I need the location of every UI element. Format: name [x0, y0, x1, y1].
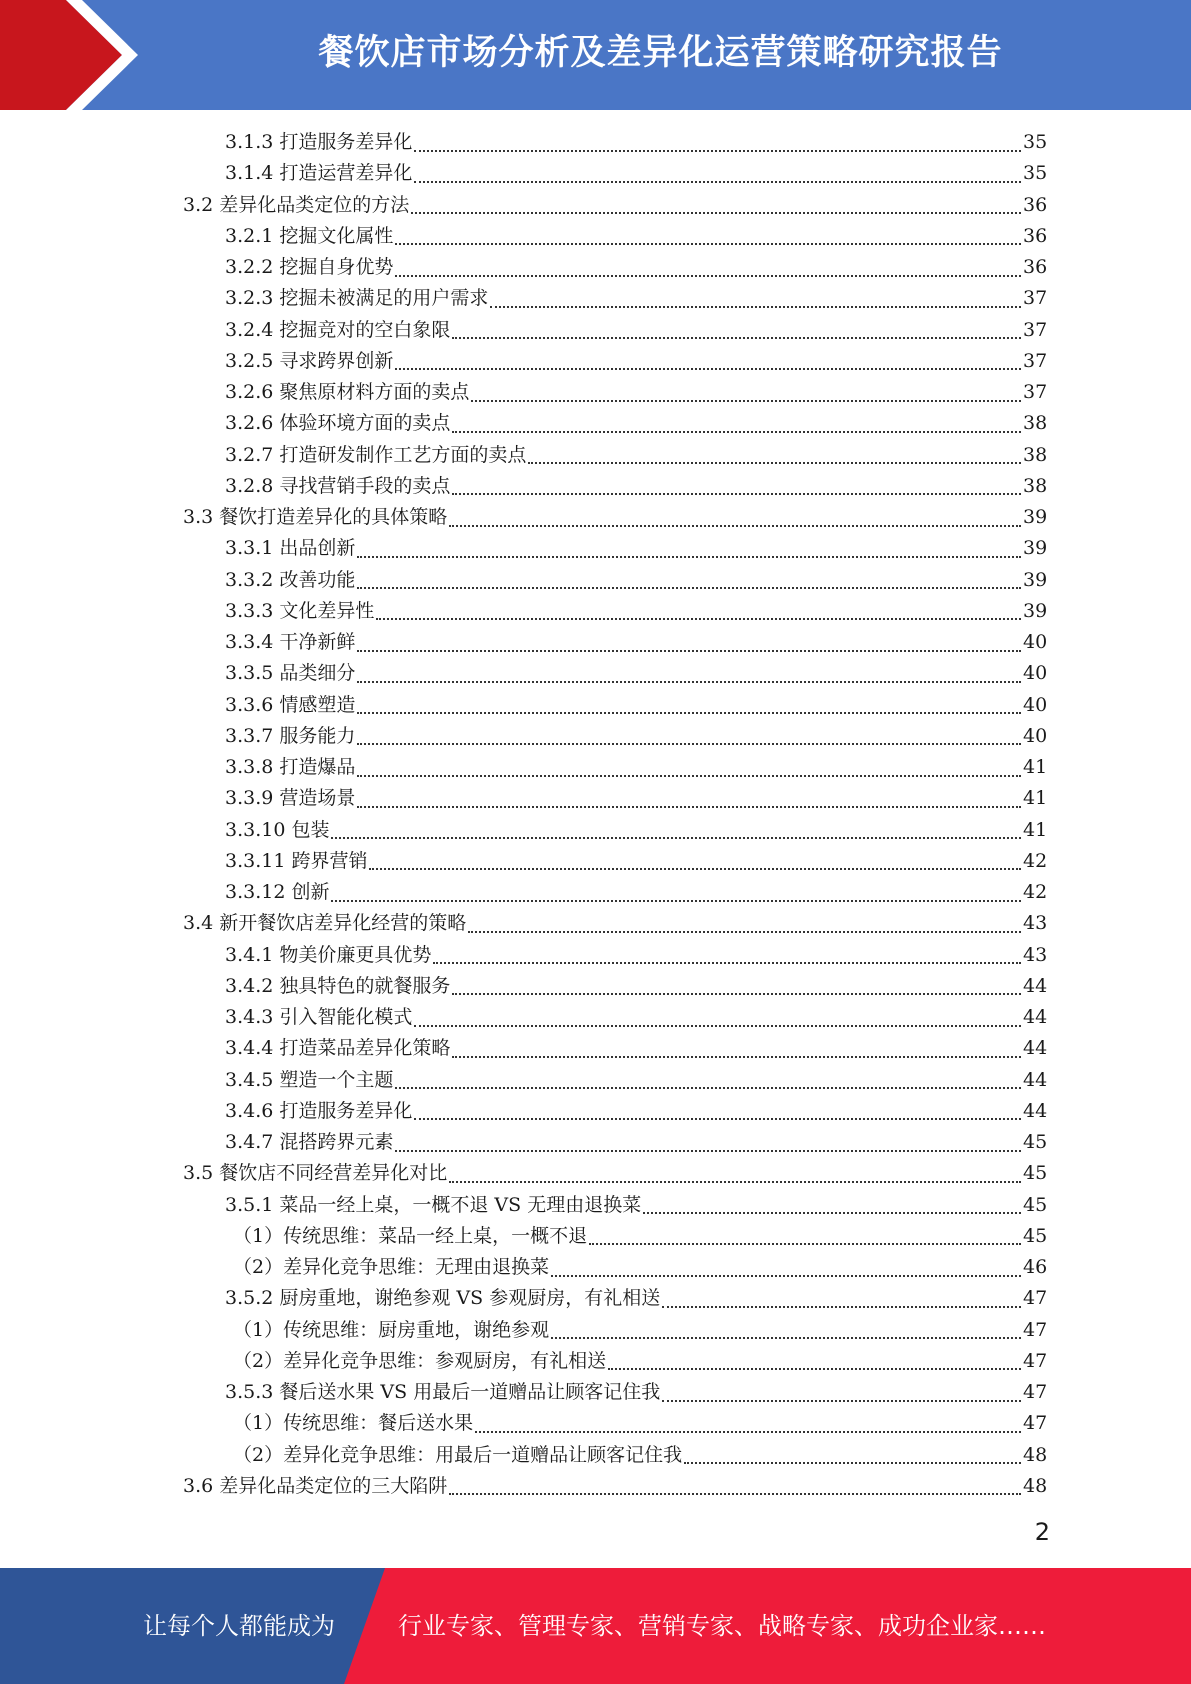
toc-entry-label: 3.3.7 服务能力: [225, 724, 356, 747]
toc-entry-page: 47: [1023, 1412, 1048, 1435]
toc-dot-leader: [395, 1087, 1021, 1089]
toc-entry-label: 3.3 餐饮打造差异化的具体策略: [183, 506, 448, 528]
toc-entry-label: 3.2 差异化品类定位的方法: [183, 193, 410, 216]
header-chevron-decoration: [0, 0, 160, 110]
toc-dot-leader: [357, 712, 1021, 714]
toc-entry-page: 47: [1023, 1381, 1048, 1403]
toc-entry-label: 3.2.7 打造研发制作工艺方面的卖点: [225, 443, 527, 466]
toc-entry-page: 37: [1023, 287, 1048, 310]
toc-entry-page: 40: [1023, 662, 1048, 685]
toc-entry-label: （1）传统思维：菜品一经上桌，一概不退: [233, 1224, 588, 1247]
toc-entry[interactable]: [183, 1158, 1047, 1189]
toc-entry-label: 3.5 餐饮店不同经营差异化对比: [183, 1162, 448, 1185]
toc-dot-leader: [475, 1431, 1021, 1433]
toc-entry[interactable]: [225, 1190, 1047, 1221]
toc-entry[interactable]: [225, 596, 1047, 627]
toc-entry-page: 47: [1023, 1349, 1048, 1372]
toc-dot-leader: [490, 306, 1021, 308]
toc-entry-label: 3.2.1 挖掘文化属性: [225, 224, 394, 247]
toc-dot-leader: [357, 743, 1021, 745]
toc-entry[interactable]: [233, 1315, 1047, 1346]
toc-dot-leader: [357, 681, 1021, 683]
toc-entry-label: 3.3.12 创新: [225, 881, 330, 903]
toc-dot-leader: [449, 1181, 1021, 1183]
toc-dot-leader: [471, 400, 1021, 402]
toc-entry-label: 3.2.3 挖掘未被满足的用户需求: [225, 287, 489, 310]
toc-dot-leader: [452, 337, 1021, 339]
toc-dot-leader: [452, 993, 1021, 995]
toc-entry-label: 3.4.3 引入智能化模式: [225, 1006, 413, 1028]
toc-entry-label: 3.4.2 独具特色的就餐服务: [225, 974, 451, 997]
toc-entry-label: 3.3.2 改善功能: [225, 568, 356, 591]
toc-dot-leader: [589, 1243, 1021, 1245]
toc-entry[interactable]: [183, 908, 1047, 939]
toc-entry-label: （2）差异化竞争思维：用最后一道赠品让顾客记住我: [233, 1443, 683, 1466]
toc-entry[interactable]: [233, 1252, 1047, 1283]
toc-dot-leader: [395, 368, 1021, 370]
toc-entry-page: 45: [1023, 1224, 1048, 1247]
footer-slogan-left: 让每个人都能成为: [143, 1612, 335, 1640]
toc-dot-leader: [395, 1150, 1021, 1152]
toc-entry-label: 3.5.2 厨房重地，谢绝参观 VS 参观厨房，有礼相送: [225, 1287, 661, 1310]
toc-dot-leader: [449, 525, 1021, 527]
toc-entry-label: 3.4.7 混搭跨界元素: [225, 1131, 394, 1153]
toc-dot-leader: [331, 837, 1021, 839]
toc-entry[interactable]: [225, 940, 1047, 971]
toc-dot-leader: [468, 931, 1021, 933]
toc-dot-leader: [357, 775, 1021, 777]
toc-entry-label: 3.3.8 打造爆品: [225, 756, 356, 778]
toc-entry[interactable]: [225, 658, 1047, 689]
toc-entry[interactable]: [225, 846, 1047, 877]
toc-entry-page: 41: [1023, 787, 1048, 810]
toc-entry[interactable]: [225, 1283, 1047, 1314]
toc-dot-leader: [452, 493, 1021, 495]
toc-entry-label: （2）差异化竞争思维：参观厨房，有礼相送: [233, 1349, 607, 1372]
toc-entry-label: 3.3.3 文化差异性: [225, 599, 375, 622]
toc-entry[interactable]: [233, 1440, 1047, 1471]
toc-dot-leader: [357, 806, 1021, 808]
toc-entry-label: 3.3.10 包装: [225, 818, 330, 841]
toc-entry-label: 3.3.4 干净新鲜: [225, 631, 356, 653]
toc-dot-leader: [411, 212, 1021, 214]
toc-entry-label: 3.1.3 打造服务差异化: [225, 131, 413, 153]
toc-dot-leader: [376, 618, 1021, 620]
toc-entry-label: 3.3.6 情感塑造: [225, 693, 356, 716]
toc-dot-leader: [357, 556, 1021, 558]
page-footer: [0, 1568, 1191, 1684]
toc-entry[interactable]: [225, 377, 1047, 408]
toc-entry-page: 42: [1023, 849, 1048, 872]
toc-entry-page: 38: [1023, 412, 1048, 435]
toc-entry[interactable]: [233, 1346, 1047, 1377]
toc-dot-leader: [395, 243, 1021, 245]
toc-entry[interactable]: [225, 1127, 1047, 1158]
toc-entry-page: 48: [1023, 1474, 1048, 1497]
toc-entry[interactable]: [225, 815, 1047, 846]
toc-entry[interactable]: [225, 1065, 1047, 1096]
toc-dot-leader: [643, 1212, 1021, 1214]
toc-entry-page: 47: [1023, 1318, 1048, 1341]
toc-entry-page: 39: [1023, 537, 1048, 560]
toc-entry-page: 37: [1023, 349, 1048, 372]
toc-entry-page: 44: [1023, 1006, 1048, 1028]
toc-entry-page: 41: [1023, 818, 1048, 841]
toc-entry-label: 3.4.1 物美价廉更具优势: [225, 943, 432, 966]
toc-entry[interactable]: [225, 533, 1047, 564]
toc-entry-page: 48: [1023, 1443, 1048, 1466]
document-title: 餐饮店市场分析及差异化运营策略研究报告: [318, 33, 1003, 73]
toc-dot-leader: [414, 181, 1021, 183]
toc-entry[interactable]: [183, 502, 1047, 533]
toc-entry[interactable]: [225, 471, 1047, 502]
page-header: [0, 0, 1191, 110]
toc-entry-page: 44: [1023, 1068, 1048, 1091]
toc-entry[interactable]: [225, 221, 1047, 252]
toc-dot-leader: [433, 962, 1021, 964]
toc-entry-label: 3.2.8 寻找营销手段的卖点: [225, 474, 451, 497]
toc-dot-leader: [662, 1400, 1021, 1402]
toc-dot-leader: [357, 587, 1021, 589]
toc-entry-label: 3.2.4 挖掘竞对的空白象限: [225, 318, 451, 341]
toc-entry-label: 3.4.6 打造服务差异化: [225, 1099, 413, 1122]
toc-entry[interactable]: [225, 346, 1047, 377]
toc-entry-page: 44: [1023, 974, 1048, 997]
toc-entry-page: 44: [1023, 1037, 1048, 1060]
toc-entry[interactable]: [225, 283, 1047, 314]
table-of-contents: [0, 127, 1191, 1502]
toc-dot-leader: [414, 150, 1021, 152]
toc-entry-label: 3.4 新开餐饮店差异化经营的策略: [183, 912, 467, 935]
toc-entry[interactable]: [225, 1377, 1047, 1408]
toc-entry-page: 46: [1023, 1256, 1048, 1278]
toc-entry-page: 41: [1023, 756, 1048, 778]
toc-dot-leader: [551, 1275, 1021, 1277]
toc-dot-leader: [395, 275, 1021, 277]
toc-entry-label: 3.2.6 体验环境方面的卖点: [225, 412, 451, 435]
toc-entry-page: 37: [1023, 381, 1048, 403]
toc-entry-page: 38: [1023, 474, 1048, 497]
toc-entry[interactable]: [225, 252, 1047, 283]
toc-dot-leader: [452, 1056, 1021, 1058]
toc-dot-leader: [449, 1493, 1021, 1495]
toc-entry-label: （1）传统思维：餐后送水果: [233, 1412, 474, 1435]
toc-entry-label: （2）差异化竞争思维：无理由退换菜: [233, 1256, 550, 1278]
footer-slogan-right: 行业专家、管理专家、营销专家、战略专家、成功企业家……: [398, 1612, 1046, 1640]
toc-entry[interactable]: [233, 1408, 1047, 1439]
toc-entry-label: 3.3.9 营造场景: [225, 787, 356, 810]
toc-entry-page: 35: [1023, 131, 1048, 153]
toc-entry[interactable]: [225, 690, 1047, 721]
toc-entry[interactable]: [225, 158, 1047, 189]
toc-entry-label: 3.3.11 跨界营销: [225, 849, 368, 872]
toc-entry[interactable]: [225, 877, 1047, 908]
toc-entry-page: 36: [1023, 193, 1048, 216]
toc-entry-label: 3.3.5 品类细分: [225, 662, 356, 685]
toc-entry-page: 43: [1023, 912, 1048, 935]
toc-entry-page: 44: [1023, 1099, 1048, 1122]
toc-entry-label: 3.2.6 聚焦原材料方面的卖点: [225, 381, 470, 403]
toc-entry[interactable]: [225, 752, 1047, 783]
toc-dot-leader: [414, 1118, 1021, 1120]
toc-entry[interactable]: [225, 1002, 1047, 1033]
toc-entry[interactable]: [225, 408, 1047, 439]
toc-entry[interactable]: [225, 971, 1047, 1002]
toc-entry[interactable]: [225, 315, 1047, 346]
toc-entry[interactable]: [225, 783, 1047, 814]
toc-entry[interactable]: [183, 190, 1047, 221]
toc-dot-leader: [551, 1337, 1021, 1339]
toc-entry-page: 45: [1023, 1193, 1048, 1216]
toc-entry-page: 43: [1023, 943, 1048, 966]
toc-entry[interactable]: [225, 1033, 1047, 1064]
toc-entry[interactable]: [225, 1096, 1047, 1127]
toc-entry-page: 37: [1023, 318, 1048, 341]
toc-dot-leader: [331, 900, 1021, 902]
toc-dot-leader: [414, 1025, 1021, 1027]
toc-entry-page: 39: [1023, 599, 1048, 622]
toc-entry[interactable]: [183, 1471, 1047, 1502]
page-number: 2: [1034, 1518, 1050, 1546]
toc-entry[interactable]: [225, 565, 1047, 596]
toc-entry-page: 38: [1023, 443, 1048, 466]
toc-entry-label: 3.4.4 打造菜品差异化策略: [225, 1037, 451, 1060]
toc-entry-label: 3.5.1 菜品一经上桌，一概不退 VS 无理由退换菜: [225, 1193, 642, 1216]
toc-entry-label: （1）传统思维：厨房重地，谢绝参观: [233, 1318, 550, 1341]
toc-entry[interactable]: [225, 627, 1047, 658]
toc-entry-label: 3.1.4 打造运营差异化: [225, 162, 413, 185]
toc-entry[interactable]: [225, 127, 1047, 158]
toc-entry-page: 36: [1023, 256, 1048, 278]
toc-entry-page: 39: [1023, 568, 1048, 591]
toc-dot-leader: [608, 1368, 1021, 1370]
toc-entry-page: 36: [1023, 224, 1048, 247]
toc-entry-page: 40: [1023, 724, 1048, 747]
toc-entry-page: 45: [1023, 1162, 1048, 1185]
toc-entry-page: 42: [1023, 881, 1048, 903]
toc-dot-leader: [662, 1306, 1021, 1308]
toc-entry-label: 3.4.5 塑造一个主题: [225, 1068, 394, 1091]
toc-entry-page: 39: [1023, 506, 1048, 528]
toc-entry-label: 3.5.3 餐后送水果 VS 用最后一道赠品让顾客记住我: [225, 1381, 661, 1403]
toc-entry-page: 40: [1023, 693, 1048, 716]
toc-dot-leader: [528, 462, 1021, 464]
toc-entry-page: 35: [1023, 162, 1048, 185]
toc-entry[interactable]: [225, 721, 1047, 752]
toc-entry-page: 47: [1023, 1287, 1048, 1310]
toc-entry-page: 40: [1023, 631, 1048, 653]
toc-entry-page: 45: [1023, 1131, 1048, 1153]
toc-entry[interactable]: [233, 1221, 1047, 1252]
toc-dot-leader: [357, 650, 1021, 652]
toc-entry[interactable]: [225, 440, 1047, 471]
toc-dot-leader: [452, 431, 1021, 433]
toc-entry-label: 3.3.1 出品创新: [225, 537, 356, 560]
toc-entry-label: 3.2.5 寻求跨界创新: [225, 349, 394, 372]
toc-entry-label: 3.2.2 挖掘自身优势: [225, 256, 394, 278]
toc-dot-leader: [684, 1462, 1021, 1464]
toc-entry-label: 3.6 差异化品类定位的三大陷阱: [183, 1474, 448, 1497]
toc-dot-leader: [369, 868, 1021, 870]
